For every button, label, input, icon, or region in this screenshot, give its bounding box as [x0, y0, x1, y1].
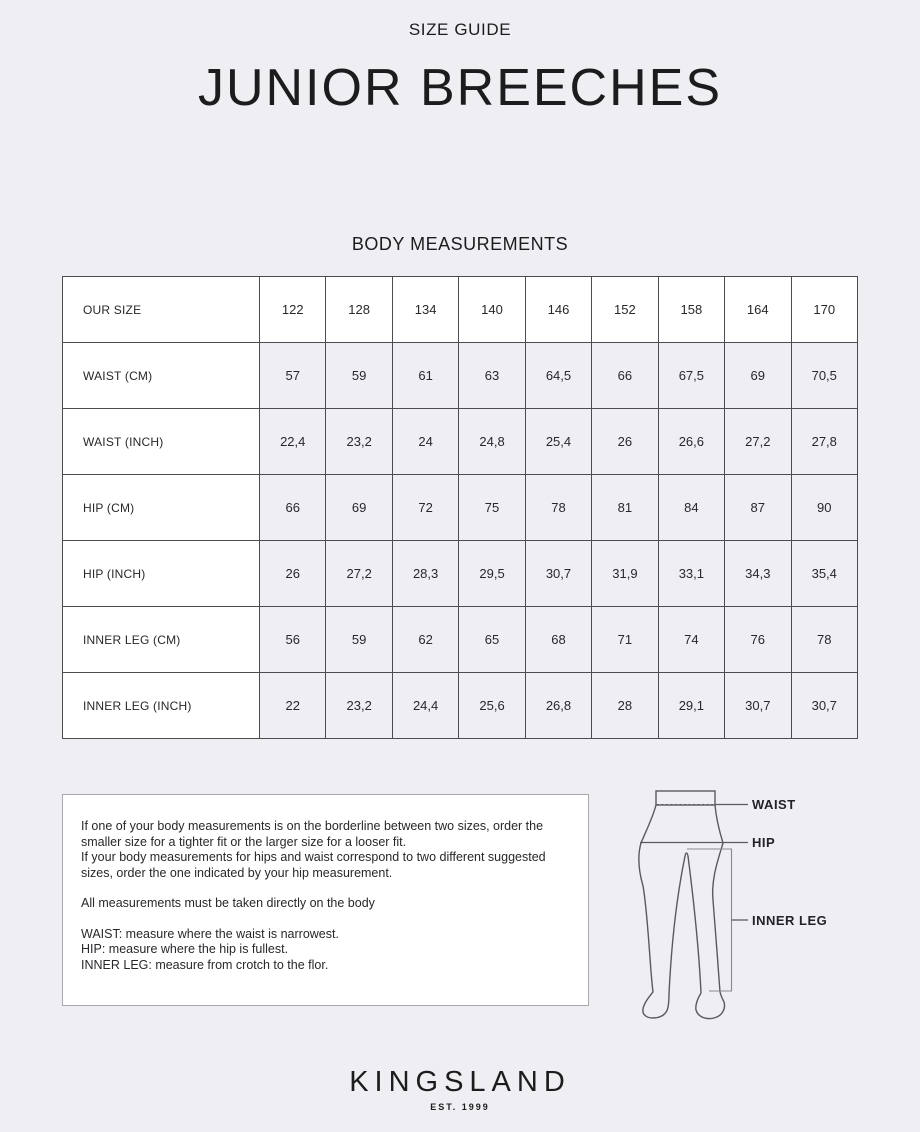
table-header-row: [63, 277, 858, 343]
brand-est-label: EST. 1999: [430, 1102, 490, 1112]
size-value-cell: 84: [658, 475, 724, 541]
size-value-cell: 26: [260, 541, 326, 607]
size-value-cell: 30,7: [725, 673, 791, 739]
size-column-header: 122: [260, 277, 326, 343]
size-value-cell: 66: [592, 343, 658, 409]
row-label: WAIST (INCH): [63, 409, 260, 475]
size-column-header: 146: [525, 277, 591, 343]
size-value-cell: 25,4: [525, 409, 591, 475]
size-value-cell: 26: [592, 409, 658, 475]
body-measurements-heading: BODY MEASUREMENTS: [351, 234, 569, 254]
brand-name: KINGSLAND: [349, 1066, 571, 1098]
size-value-cell: 66: [260, 475, 326, 541]
size-value-cell: 35,4: [791, 541, 858, 607]
inner-leg-bracket: [687, 849, 732, 991]
size-column-header: 128: [326, 277, 392, 343]
size-value-cell: 70,5: [791, 343, 858, 409]
size-value-cell: 30,7: [525, 541, 591, 607]
size-value-cell: 59: [326, 607, 392, 673]
size-value-cell: 75: [459, 475, 525, 541]
table-row: [63, 475, 858, 541]
inner-leg-label: INNER LEG: [752, 913, 828, 928]
hip-label: HIP: [752, 835, 776, 850]
size-value-cell: 30,7: [791, 673, 858, 739]
size-value-cell: 25,6: [459, 673, 525, 739]
brand-logo: [0, 1066, 920, 1112]
table-row: [63, 343, 858, 409]
fit-notes-box: [62, 794, 589, 1006]
size-value-cell: 71: [592, 607, 658, 673]
page-title: JUNIOR BREECHES: [197, 59, 723, 117]
size-value-cell: 62: [392, 607, 458, 673]
note-waist-howto: WAIST: measure where the waist is narrowest.: [81, 926, 339, 941]
size-value-cell: 34,3: [725, 541, 791, 607]
size-value-cell: 29,5: [459, 541, 525, 607]
size-value-cell: 31,9: [592, 541, 658, 607]
size-column-header: 134: [392, 277, 458, 343]
size-value-cell: 72: [392, 475, 458, 541]
size-value-cell: 22: [260, 673, 326, 739]
size-column-header: 152: [592, 277, 658, 343]
pants-outline: [639, 805, 725, 1019]
row-label: WAIST (CM): [63, 343, 260, 409]
table-row: [63, 409, 858, 475]
size-value-cell: 78: [525, 475, 591, 541]
table-row: [63, 607, 858, 673]
size-value-cell: 24,4: [392, 673, 458, 739]
size-column-header: 164: [725, 277, 791, 343]
size-value-cell: 28: [592, 673, 658, 739]
size-value-cell: 87: [725, 475, 791, 541]
size-guide-label: SIZE GUIDE: [408, 20, 512, 39]
size-value-cell: 78: [791, 607, 858, 673]
row-label: HIP (INCH): [63, 541, 260, 607]
size-value-cell: 56: [260, 607, 326, 673]
size-value-cell: 69: [326, 475, 392, 541]
note-hip-howto: HIP: measure where the hip is fullest.: [81, 942, 289, 956]
size-value-cell: 69: [725, 343, 791, 409]
size-value-cell: 26,8: [525, 673, 591, 739]
waist-label: WAIST: [752, 797, 796, 812]
note-borderline: If one of your body measurements is on the borderline between two sizes, order the smaller size for a tighter fit or the larger size for a looser fit.: [81, 819, 544, 849]
size-table: [62, 276, 858, 739]
size-value-cell: 27,2: [326, 541, 392, 607]
size-value-cell: 24,8: [459, 409, 525, 475]
size-column-header: 170: [791, 277, 858, 343]
row-label: HIP (CM): [63, 475, 260, 541]
size-value-cell: 23,2: [326, 409, 392, 475]
row-label: INNER LEG (INCH): [63, 673, 260, 739]
size-value-cell: 74: [658, 607, 724, 673]
size-value-cell: 29,1: [658, 673, 724, 739]
size-value-cell: 33,1: [658, 541, 724, 607]
breeches-measurement-diagram: [630, 780, 870, 1035]
size-value-cell: 81: [592, 475, 658, 541]
size-value-cell: 22,4: [260, 409, 326, 475]
table-header-our-size: OUR SIZE: [63, 277, 260, 343]
pants-waistband: [656, 791, 715, 805]
note-hip-waist: If your body measurements for hips and waist correspond to two different suggested sizes, order the one indicated by your hip measurement.: [81, 850, 546, 880]
size-value-cell: 90: [791, 475, 858, 541]
note-direct-measurement: All measurements must be taken directly on the body: [81, 896, 375, 910]
size-value-cell: 63: [459, 343, 525, 409]
size-value-cell: 24: [392, 409, 458, 475]
size-value-cell: 28,3: [392, 541, 458, 607]
size-value-cell: 59: [326, 343, 392, 409]
size-value-cell: 23,2: [326, 673, 392, 739]
size-value-cell: 26,6: [658, 409, 724, 475]
size-value-cell: 67,5: [658, 343, 724, 409]
table-row: [63, 541, 858, 607]
size-value-cell: 61: [392, 343, 458, 409]
size-value-cell: 76: [725, 607, 791, 673]
size-column-header: 158: [658, 277, 724, 343]
size-value-cell: 65: [459, 607, 525, 673]
size-value-cell: 57: [260, 343, 326, 409]
size-column-header: 140: [459, 277, 525, 343]
size-value-cell: 64,5: [525, 343, 591, 409]
note-innerleg-howto: INNER LEG: measure from crotch to the flor.: [81, 957, 329, 972]
table-row: [63, 673, 858, 739]
row-label: INNER LEG (CM): [63, 607, 260, 673]
size-value-cell: 27,8: [791, 409, 858, 475]
size-value-cell: 27,2: [725, 409, 791, 475]
size-value-cell: 68: [525, 607, 591, 673]
